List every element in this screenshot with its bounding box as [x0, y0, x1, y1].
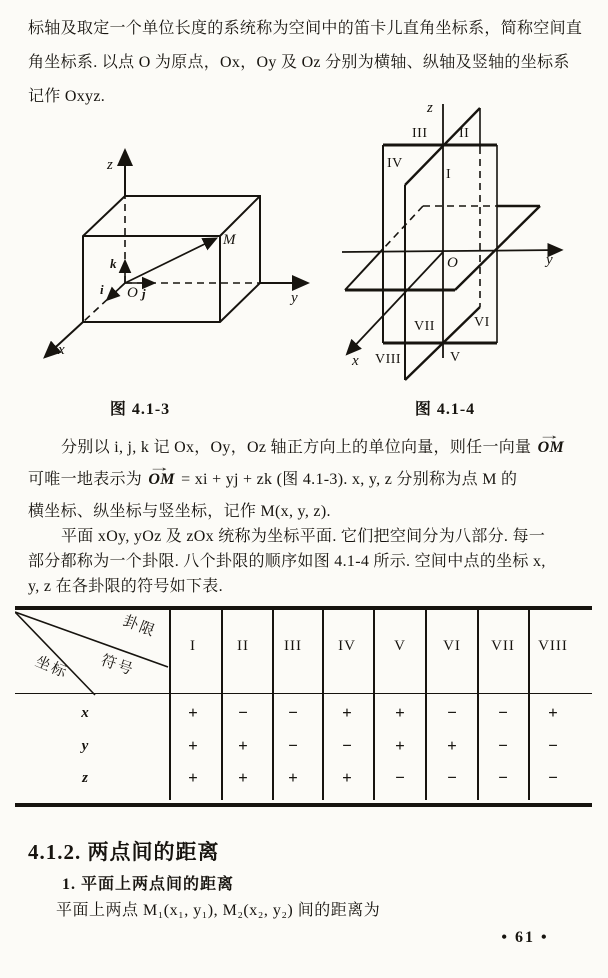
sign-cell: +: [395, 703, 405, 722]
sign-cell: −: [288, 703, 298, 722]
vector-om-notation: [146, 460, 176, 496]
text-line: [28, 428, 600, 464]
fig3-label-i: i: [100, 282, 104, 297]
table-divider: [373, 610, 375, 800]
text-line: [28, 460, 600, 496]
paragraph-unit-vectors: [28, 428, 600, 528]
fig3-label-M: M: [223, 232, 236, 248]
column-header: IV: [338, 638, 356, 654]
sign-cell: −: [447, 703, 457, 722]
sign-cell: −: [342, 736, 352, 755]
fig4-caption: 图 4.1-4: [414, 401, 476, 418]
table-divider: [425, 610, 427, 800]
column-header: II: [237, 638, 249, 654]
text-line: 记作 Oxyz.: [28, 88, 106, 105]
figure-4-1-3-box-diagram: [18, 112, 318, 392]
sign-cell: −: [238, 703, 248, 722]
text-segment: = xi + yj + zk (图 4.1-3). x, y, z 分别称为点 M 的: [176, 471, 518, 488]
sign-cell: +: [447, 736, 457, 755]
text-segment: 可唯一地表示为: [28, 471, 147, 488]
vector-om-notation: [536, 428, 566, 464]
figure-4-1-4-octants-diagram: [320, 98, 608, 398]
corner-label-sign: 符号: [98, 652, 137, 680]
text-segment: 分别以 i, j, k 记 Ox，Oy，Oz 轴正方向上的单位向量，则任一向量: [61, 439, 536, 456]
fig3-label-x: x: [58, 342, 65, 358]
page-number: • 61 •: [501, 929, 549, 946]
sign-cell: +: [288, 768, 298, 787]
fig3-label-j: j: [142, 286, 146, 301]
sign-cell: +: [188, 736, 198, 755]
sign-cell: +: [342, 768, 352, 787]
sign-cell: +: [238, 736, 248, 755]
fig4-octant-VIII: VIII: [375, 352, 402, 367]
section-heading: 4.1.2. 两点间的距离: [28, 840, 220, 864]
column-header: VI: [443, 638, 461, 654]
text-line: 平面 xOy, yOz 及 zOx 统称为坐标平面. 它们把空间分为八部分. 每一: [61, 528, 546, 545]
sign-cell: −: [288, 736, 298, 755]
fig3-label-O: O: [127, 285, 138, 301]
table-divider: [477, 610, 479, 800]
fig4-label-x: x: [352, 353, 359, 369]
row-label-x: x: [81, 705, 89, 721]
corner-label-coordinate: 坐标: [32, 653, 71, 682]
table-divider: [322, 610, 324, 800]
fig3-i-vector: [108, 283, 125, 299]
fig4-octant-VII: VII: [414, 319, 435, 334]
fig4-octant-III: III: [412, 126, 428, 141]
text-line: 标轴及取定一个单位长度的系统称为空间中的笛卡儿直角坐标系，简称空间直: [28, 20, 583, 37]
fig3-label-z: z: [107, 157, 113, 173]
fig3-label-k: k: [110, 256, 117, 271]
column-header: V: [394, 638, 406, 654]
table-divider: [528, 610, 530, 800]
fig4-octant-V: V: [450, 350, 461, 365]
subsection-item: 1. 平面上两点间的距离: [62, 876, 235, 893]
sign-cell: −: [447, 768, 457, 787]
sign-cell: −: [548, 768, 558, 787]
vector-arrow: →: [537, 428, 562, 442]
table-bottom-border: [15, 803, 592, 807]
text-line: 部分都称为一个卦限. 八个卦限的顺序如图 4.1-4 所示. 空间中点的坐标 x,: [28, 553, 546, 570]
column-header: III: [284, 638, 302, 654]
fig3-label-y: y: [291, 290, 298, 306]
row-label-y: y: [81, 738, 89, 754]
sign-cell: +: [188, 768, 198, 787]
octant-sign-table: [15, 606, 592, 812]
fig3-caption: 图 4.1-3: [109, 401, 171, 418]
column-header: VIII: [538, 638, 568, 654]
corner-label-octant: 卦限: [120, 613, 159, 641]
text-line: 横坐标、纵坐标与竖坐标，记作 M(x, y, z).: [28, 503, 331, 520]
paragraph-octants: [28, 524, 600, 599]
fig4-label-O: O: [447, 255, 458, 271]
sign-cell: +: [238, 768, 248, 787]
sign-cell: +: [548, 703, 558, 722]
fig4-octant-I: I: [446, 167, 452, 182]
fig4-labels: [351, 100, 553, 369]
sign-cell: +: [342, 703, 352, 722]
fig4-axes: [342, 104, 560, 358]
fig4-octant-VI: VI: [474, 315, 490, 330]
fig4-octant-II: II: [459, 126, 470, 141]
vector-arrow: →: [148, 460, 172, 474]
vector-letters: OM: [537, 439, 565, 456]
table-divider: [169, 610, 171, 800]
sign-cell: −: [498, 703, 508, 722]
text-line: y, z 在各卦限的符号如下表.: [28, 578, 223, 595]
sign-cell: −: [498, 768, 508, 787]
text-line: 角坐标系. 以点 O 为原点，Ox，Oy 及 Oz 分别为横轴、纵轴及竖轴的坐标系: [28, 54, 570, 71]
fig4-octant-IV: IV: [387, 156, 403, 171]
sign-cell: −: [548, 736, 558, 755]
fig3-om-diagonal: [125, 239, 215, 283]
fig4-label-z: z: [427, 100, 433, 116]
sign-cell: −: [498, 736, 508, 755]
distance-intro-line: 平面上两点 M₁(x₁, y₁), M₂(x₂, y₂) 间的距离为: [56, 902, 381, 919]
sign-cell: +: [188, 703, 198, 722]
fig4-y-axis: [342, 250, 560, 252]
fig4-label-y: y: [546, 252, 553, 268]
fig3-axes: [46, 152, 306, 356]
vector-letters: OM: [148, 471, 175, 488]
sign-cell: +: [395, 736, 405, 755]
fig4-x-axis: [348, 252, 443, 353]
column-header: VII: [491, 638, 515, 654]
sign-cell: −: [395, 768, 405, 787]
row-label-z: z: [82, 770, 88, 786]
column-header: I: [190, 638, 196, 654]
